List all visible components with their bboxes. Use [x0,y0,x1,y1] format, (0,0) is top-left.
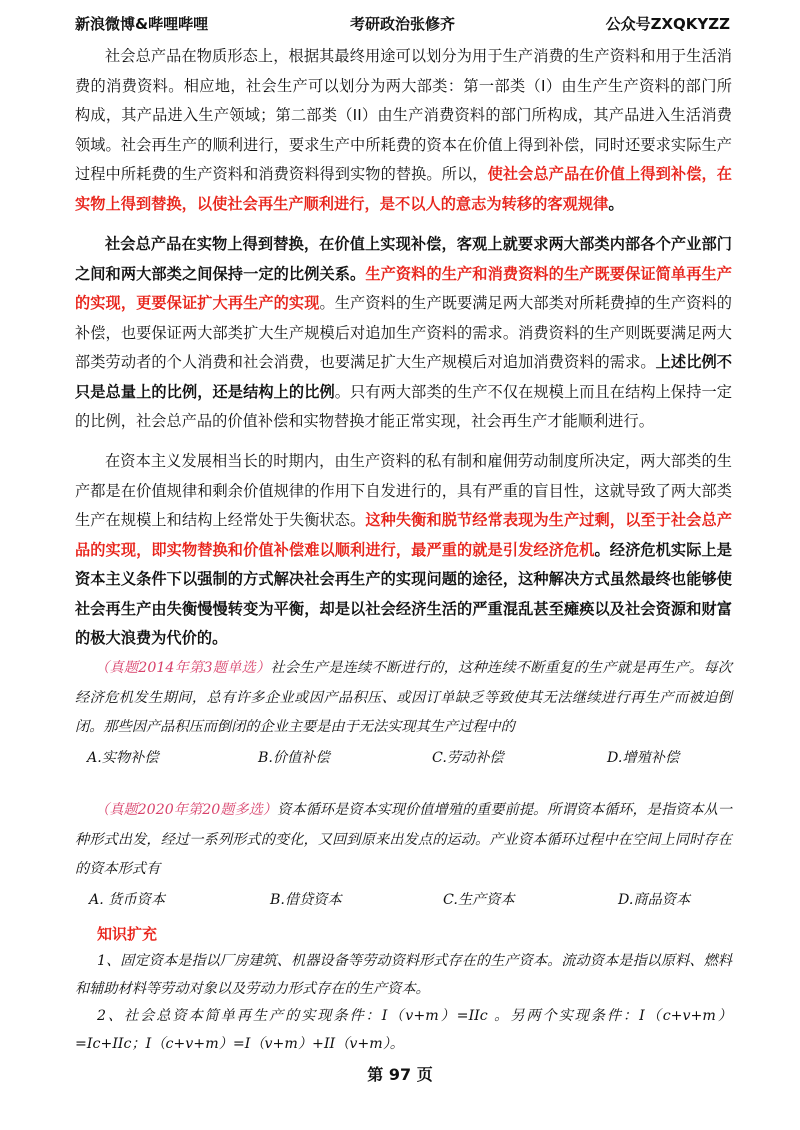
option-d[interactable]: D.商品资本 [618,891,691,908]
text: 社会总产品在物质形态上，根据其最终用途可以划分为用于生产消费的生产资料和用于生活消费的消费资料。相应地，社会生产可以划分为两大部类：第一部类（I）由生产生产资料的部门所构成，其产品进入生产领域；第二部类（II）由生产消费资料的部门所构成，其产品进入生活消费领域。社会再生产的顺利进行，要求生产中所耗费的资本在价值上得到补偿，同时还要求实际生产过程中所耗费的生产资料和消费资料得到实物的替换。所以， [75,47,732,183]
paragraph-social-product [75,42,732,219]
option-d[interactable]: D.增殖补偿 [607,749,680,766]
option-c[interactable]: C.生产资本 [443,891,515,908]
page-header [75,12,730,36]
knowledge-extension [75,920,732,1058]
question-text: 资本循环是资本实现价值增殖的重要前提。所谓资本循环，是指资本从一种形式出发，经过一系列形式的变化，又回到原来出发点的运动。产业资本循环过程中在空间上同时存在的资本形式有 [75,802,732,877]
option-b[interactable]: B.价值补偿 [258,749,330,766]
paragraph-crisis [75,447,732,654]
exam-question-1 [75,654,732,773]
text: 。 [608,194,624,213]
highlight-red: 这种失衡和脱节经常表现为生产过剩，以至于社会总产品的实现，即实物替换和价值补偿难以顺利进行，最严重的就是引发经济危机 [75,511,733,559]
question-options [75,885,732,915]
question-options [75,743,732,773]
text: 社会总产品在实物上得到替换，在价值上实现补偿，客观上就要求两大部类内部各个产业部门之间和两大部类之间保持一定的比例关系。 [75,235,732,283]
text: 在资本主义发展相当长的时期内，由生产资料的私有制和雇佣劳动制度所决定，两大部类的生产都是在价值规律和剩余价值规律的作用下自发进行的，具有严重的盲目性，这就导致了两大部类生产在规模上和结构上经常处于失衡状态。 [75,452,732,529]
extension-title: 知识扩充 [97,925,158,943]
extension-item-2: 2、社会总资本简单再生产的实现条件：I（v+m）=IIc 。另两个实现条件：I（c+v+m）=Ic+IIc；I（c+v+m）=I（v+m）+II（v+m）。 [75,1008,732,1052]
text-bold: 上述比例不只是总量上的比例，还是结构上的比例 [75,353,732,401]
header-author: 考研政治张修齐 [349,15,455,33]
header-wechat-account: 公众号ZXQKYZZ [605,15,730,33]
option-a[interactable]: A. 货币资本 [89,891,166,908]
highlight-red: 生产资料的生产和消费资料的生产既要保证简单再生产的实现，更要保证扩大再生产的实现 [75,264,733,312]
option-a[interactable]: A.实物补偿 [87,749,159,766]
exam-question-2 [75,796,732,915]
paragraph-proportion [75,230,732,437]
page-number: 第 97 页 [367,1065,433,1084]
question-tag: （真题2014年第3题单选） [95,660,271,676]
text: 。只有两大部类的生产不仅在规模上而且在结构上保持一定的比例，社会总产品的价值补偿和实物替换才能正常实现，社会再生产才能顺利进行。 [75,382,732,430]
question-tag: （真题2020年第20题多选） [95,802,278,818]
extension-item-1: 1、固定资本是指以厂房建筑、机器设备等劳动资料形式存在的生产资本。流动资本是指以原料、燃料和辅助材料等劳动对象以及劳动力形式存在的生产资本。 [75,953,732,997]
option-c[interactable]: C.劳动补偿 [432,749,504,766]
option-b[interactable]: B.借贷资本 [270,891,342,908]
question-text: 社会生产是连续不断进行的，这种连续不断重复的生产就是再生产。每次经济危机发生期间，总有许多企业或因产品积压、或因订单缺乏等致使其无法继续进行再生产而被迫倒闭。那些因产品积压而倒闭的企业主要是由于无法实现其生产过程中的 [75,660,732,735]
highlight-red: 使社会总产品在价值上得到补偿，在实物上得到替换，以使社会再生产顺利进行，是不以人的意志为转移的客观规律 [75,165,732,213]
header-social-accounts: 新浪微博&哔哩哔哩 [75,15,209,33]
question-stem [75,796,732,885]
text: 。经济危机实际上是资本主义条件下以强制的方式解决社会再生产的实现问题的途径，这种解决方式虽然最终也能够使社会再生产由失衡慢慢转变为平衡，却是以社会经济生活的严重混乱甚至瘫痪以及社会资源和财富的极大浪费为代价的。 [75,540,733,647]
text: 。生产资料的生产既要满足两大部类对所耗费掉的生产资料的补偿，也要保证两大部类扩大生产规模后对追加生产资料的需求。消费资料的生产则既要满足两大部类劳动者的个人消费和社会消费，也要满足扩大生产规模后对追加消费资料的需求。 [75,294,732,371]
question-stem [75,654,732,743]
